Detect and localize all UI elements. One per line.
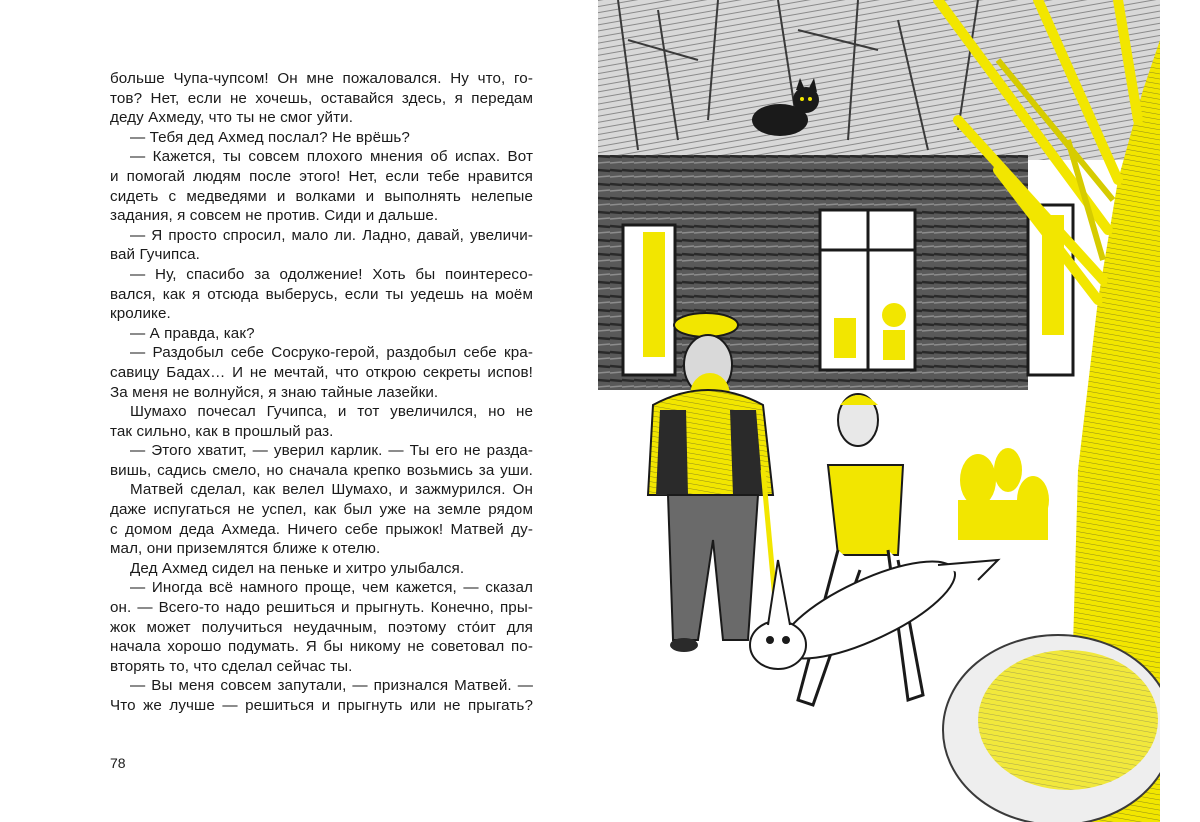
- text-line: — А правда, как?: [130, 324, 255, 342]
- illustration-drawing: [598, 0, 1160, 822]
- text-line: — Я просто спросил, мало ли. Ладно, давай, увеличи-: [130, 226, 533, 244]
- story-text: [110, 69, 533, 716]
- house-window-middle: [820, 210, 915, 370]
- text-line: — Этого хватит, — уверил карлик. — Ты его не разда-: [130, 442, 533, 460]
- yellow-bush: [943, 635, 1160, 822]
- text-line: Матвей сделал, как велел Шумахо, и зажмурился. Он: [130, 481, 533, 499]
- text-line: с домом деда Ахмеда. Ничего себе прыжок! Матвей ду-: [110, 520, 533, 538]
- flower-pot: [834, 318, 856, 358]
- text-line: — Раздобыл себе Сосруко-герой, раздобыл себе кра-: [130, 344, 533, 362]
- text-line: вторять то, что сделал сейчас ты.: [110, 657, 353, 675]
- text-line: он. — Всего-то надо решиться и прыгнуть. Конечно, пры-: [110, 599, 533, 617]
- text-line: — Тебя дед Ахмед послал? Не врёшь?: [130, 128, 410, 146]
- text-line: Шумахо почесал Гучипса, и тот увеличился, но не: [130, 403, 533, 421]
- text-line: Что же лучше — решиться и прыгнуть или не прыгать?: [110, 697, 533, 714]
- text-line: кролике.: [110, 305, 171, 323]
- text-line: — Иногда всё намного проще, чем кажется, — сказал: [130, 579, 533, 597]
- text-line: начала хорошо подумать. Я бы никому не советовал по-: [110, 638, 533, 656]
- yellow-flowers: [958, 448, 1049, 540]
- text-line: тов? Нет, если не хочешь, оставайся здесь, я передам: [110, 89, 533, 107]
- text-line: сидеть с медведями и волками и выполнять нелепые: [110, 187, 533, 205]
- text-line: больше Чупа-чупсом! Он мне пожаловался. Ну что, го-: [110, 70, 533, 87]
- text-line: савицу Бадах… И не мечтай, что открою секреты испов!: [110, 363, 533, 381]
- book-illustration: [598, 0, 1160, 822]
- page-number: 78: [110, 755, 126, 771]
- text-line: вай Гучипса.: [110, 246, 200, 264]
- text-line: вишь, садись смело, но сначала крепко возьмись за уши.: [110, 461, 533, 479]
- potted-flower: [882, 303, 906, 327]
- text-line: так сильно, как в прошлый раз.: [110, 422, 334, 440]
- text-line: Дед Ахмед сидел на пеньке и хитро улыбался.: [130, 559, 465, 577]
- text-line: даже испугаться не успел, как был уже на земле рядом: [110, 501, 533, 519]
- text-line: деду Ахмеду, что ты не смог уйти.: [110, 109, 354, 127]
- text-line: — Ну, спасибо за одолжение! Хоть бы поинтересо-: [130, 265, 533, 283]
- text-line: — Кажется, ты совсем плохого мнения об испах. Вот: [130, 148, 533, 166]
- text-line: мал, они приземлятся ближе к отелю.: [110, 540, 381, 558]
- text-line: задания, я совсем не против. Сиди и дальше.: [110, 207, 439, 225]
- text-line: За меня не волнуйся, я знаю тайные лазейки.: [110, 383, 439, 401]
- text-line: вался, как я отсюда выберусь, если ты уедешь на моём: [110, 285, 533, 303]
- text-line: и помогай людям после этого! Нет, если тебе нравится: [110, 167, 533, 185]
- house-window-left: [623, 225, 675, 375]
- text-line: — Вы меня совсем запутали, — признался Матвей. —: [130, 677, 533, 695]
- text-line: жок может получиться неудачным, поэтому сто́ит для: [110, 618, 533, 636]
